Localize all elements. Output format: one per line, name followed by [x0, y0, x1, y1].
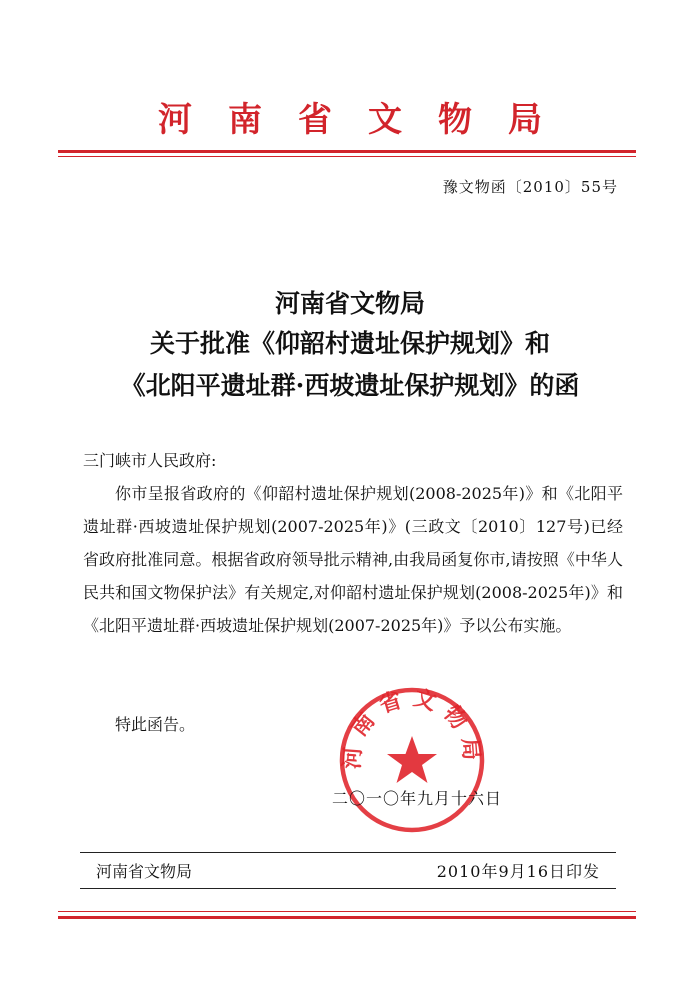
signature-date: 二〇一〇年九月十六日	[332, 789, 503, 808]
footer-rule-bottom	[80, 888, 616, 889]
heading-line-2: 关于批准《仰韶村遗址保护规划》和	[149, 329, 550, 358]
bottom-red-rule-thick	[58, 916, 636, 919]
header-red-rule-thick	[58, 150, 636, 153]
document-number: 豫文物函〔2010〕55号	[442, 178, 618, 196]
body-paragraph: 你市呈报省政府的《仰韶村遗址保护规划(2008-2025年)》和《北阳平遗址群·西坡遗址保护规划(2007-2025年)》(三政文〔2010〕127号)已经省政府批准同意。根据省政府领导批示精神,由我局函复你市,请按照《中华人民共和国文物保护法》有关规定,对仰韶村遗址保护规划(2008-2025年)》和《北阳平遗址群·西坡遗址保护规划(2007-2025年)》予以公布实施。	[83, 484, 623, 635]
footer-issuer: 河南省文物局	[96, 862, 193, 881]
issuer-title: 河南省文物局	[158, 100, 578, 140]
bottom-red-rule-thin	[58, 911, 636, 912]
heading-line-1: 河南省文物局	[274, 289, 425, 318]
seal-star-icon	[387, 736, 437, 783]
footer-rule-top	[80, 852, 616, 853]
addressee: 三门峡市人民政府:	[83, 451, 217, 470]
closing-line: 特此函告。	[115, 715, 196, 734]
footer-print-date: 2010年9月16日印发	[436, 862, 600, 881]
seal-text: 河南省文物局	[340, 686, 484, 770]
heading-line-3: 《北阳平遗址群·西坡遗址保护规划》的函	[120, 371, 580, 400]
official-seal	[338, 686, 486, 834]
header-red-rule-thin	[58, 156, 636, 157]
